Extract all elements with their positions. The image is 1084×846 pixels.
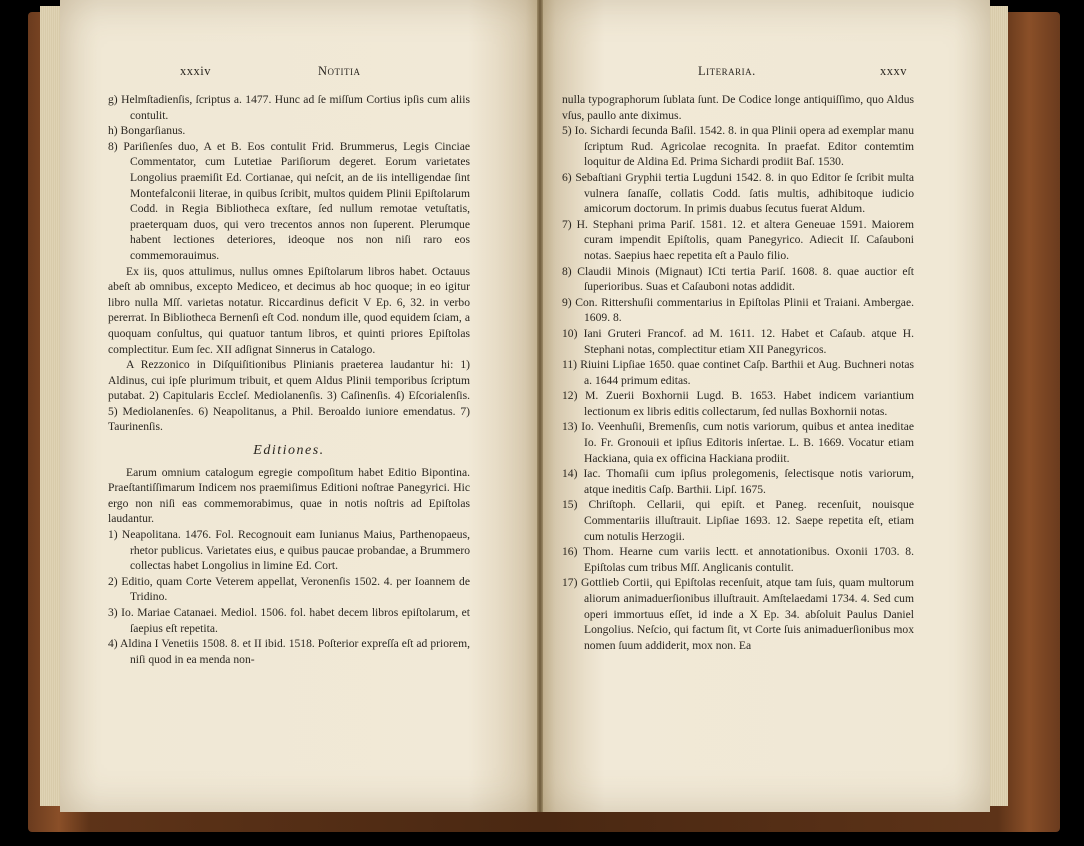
text-paragraph: 6) Sebaſtiani Gryphii tertia Lugduni 1542. 8. in quo Editor ſe ſcribit multa vulnera ſanaſſe, collatis Codd. ſatis multis, adhibitoque iudicio amicorum doctorum. In primis duabus ſecutus fuerat Aldum. <box>562 170 914 216</box>
text-paragraph: A Rezzonico in Diſquiſitionibus Plinianis praeterea laudantur hi: 1) Aldinus, cui ipſe plurimum tribuit, et quem Aldus Plinii temporibus ſcriptum putabat. 2) Capitularis Eccleſ. Mediolanenſis. 3) Caſinenſis. 4) Eſcorialenſis. 5) Mediolanenſes. 6) Neapolitanus, a Phil. Beroaldo iuniore emendatus. 7) Taurinenſis. <box>108 358 470 434</box>
text-paragraph: g) Helmſtadienſis, ſcriptus a. 1477. Hunc ad ſe miſſum Cortius ipſis cum aliis contulit. <box>108 93 470 122</box>
left-page-number: xxxiv <box>180 64 211 78</box>
text-paragraph: 17) Gottlieb Cortii, qui Epiſtolas recenſuit, atque tam ſuis, quam multorum aliorum animaduerſionibus illuſtrauit. Amſtelaedami 1734. 4. Sed cum operi immortuus eſſet, id inde a X Ep. 34. abſoluit Paulus Daniel Longolius. Neſcio, qui factum ſit, vt Corte ſuis animaduerſionibus mox nomen ſuum addiderit, mox non. Ea <box>562 576 914 652</box>
left-page-text <box>108 92 470 667</box>
text-paragraph: 8) Claudii Minois (Mignaut) ICti tertia Pariſ. 1608. 8. quae auctior eſt ſuperioribus. Suas et Caſauboni notas addidit. <box>562 264 914 294</box>
text-paragraph: 7) H. Stephani prima Pariſ. 1581. 12. et altera Geneuae 1591. Maiorem curam impendit Epiſtolis, quam Panegyrico. Adiecit Iſ. Caſauboni notas. Saepius haec repetita eſt a Paulo filio. <box>562 217 914 262</box>
text-paragraph: 14) Iac. Thomaſii cum ipſius prolegomenis, ſelectisque notis variorum, atque ineditis Caſp. Barthii. Lipſ. 1675. <box>562 467 914 496</box>
right-running-head: Literaria. <box>698 64 756 78</box>
text-paragraph: 8) Pariſienſes duo, A et B. Eos contulit Frid. Brummerus, Legis Cinciae Commentator, cum Lutetiae Pariſiorum degeret. Eorum varietates Longolius praemiſit Ed. Cortianae, qui neſcit, an de iis intelligendae ſint Montefalconii literae, in quibus ſcribit, multos quidem Plinii Epiſtolarum Codd. in Regia Bibliotheca exſtare, ſed nullum remotae vetuſtatis, praeterquam duos, qui vero trecentos annos non ſuperent. Plerumque habent lectiones deteriores, ideoque nos non niſi raro eos commemorauimus. <box>108 139 470 262</box>
text-paragraph: 11) Riuini Lipſiae 1650. quae continet Caſp. Barthii et Aug. Buchneri notas a. 1644 primum editas. <box>562 358 914 387</box>
section-heading: Editiones. <box>253 443 325 459</box>
text-paragraph: 2) Editio, quam Corte Veterem appellat, Veronenſis 1502. 4. per Ioannem de Tridino. <box>108 574 470 604</box>
text-paragraph: 12) M. Zuerii Boxhornii Lugd. B. 1653. Habet indicem variantium lectionum ex libris editis collectarum, ſed nullas Boxhornii notas. <box>562 389 914 418</box>
text-paragraph: nulla typographorum ſublata ſunt. De Codice longe antiquiſſimo, quo Aldus vſus, paullo ante diximus. <box>562 93 914 122</box>
text-paragraph: Earum omnium catalogum egregie compoſitum habet Editio Bipontina. Praeſtantiſſimarum Indicem nos praemiſimus Editioni noſtrae Panegyrici. Hic ergo non niſi eas commemorabimus, quae in notis noſtris ad Epiſtolas laudantur. <box>108 465 470 526</box>
text-paragraph: 3) Io. Mariae Catanaei. Mediol. 1506. fol. habet decem libros epiſtolarum, et ſaepius eſt repetita. <box>108 606 470 635</box>
text-paragraph: 13) Io. Veenhuſii, Bremenſis, cum notis variorum, quibus et antea ineditae Io. Fr. Gronouii et ipſius Editoris inſertae. L. B. 1669. Vocatur etiam Hackiana, quia ex officina Hackiana prodiit. <box>562 420 914 465</box>
right-page-text <box>562 92 914 653</box>
text-paragraph: 16) Thom. Hearne cum variis lectt. et annotationibus. Oxonii 1703. 8. Epiſtolas cum tribus Mſſ. Anglicanis contulit. <box>562 545 914 574</box>
text-paragraph: 4) Aldina I Venetiis 1508. 8. et II ibid. 1518. Poſterior expreſſa eſt ad priorem, niſi quod in ea menda non- <box>108 637 470 666</box>
left-running-head: Notitia <box>318 64 361 78</box>
text-paragraph: 1) Neapolitana. 1476. Fol. Recognouit eam Iunianus Maius, Parthenopaeus, rhetor publicus. Varietates eius, e quibus paucae probandae, a Brummero collectas habet Longolius in limine Ed. Cort. <box>108 528 470 573</box>
text-paragraph: 9) Con. Rittershuſii commentarius in Epiſtolas Plinii et Traiani. Ambergae. 1609. 8. <box>562 295 914 325</box>
text-paragraph: 15) Chriſtoph. Cellarii, qui epiſt. et Paneg. recenſuit, nouisque Commentariis illuſtrauit. Lipſiae 1693. 12. Saepe repetita eſt, etiam cum notulis Herzogii. <box>562 498 914 543</box>
text-paragraph: h) Bongarſianus. <box>108 124 186 138</box>
book-gutter <box>537 0 543 812</box>
right-page-number: xxxv <box>880 64 907 78</box>
text-paragraph: Ex iis, quos attulimus, nullus omnes Epiſtolarum libros habet. Octauus abeſt ab omnibus, excepto Mediceo, et decimus ab hoc quoque; in eo igitur libro nulla Mſſ. varietas notatur. Riccardinus deficit V Ep. 6, 32. in verbo pererrat. In Bibliotheca Bernenſi eſt Cod. nondum ille, quod equidem ſciam, a quoquam conſultus, qui quatuor tantum libros, et quinti priores Epiſtolas complectitur. Eum ſec. XII adſignat Sinnerus in Catalogo. <box>108 264 470 356</box>
text-paragraph: 10) Iani Gruteri Francof. ad M. 1611. 12. Habet et Caſaub. atque H. Stephani notas, complectitur etiam XII Panegyricos. <box>562 326 914 356</box>
text-paragraph: 5) Io. Sichardi ſecunda Baſil. 1542. 8. in qua Plinii opera ad exemplar manu ſcriptum Rud. Agricolae recognita. In praefat. Editor contemtim loquitur de Aldina Ed. Prima Sichardi prodiit Baſ. 1530. <box>562 124 914 169</box>
